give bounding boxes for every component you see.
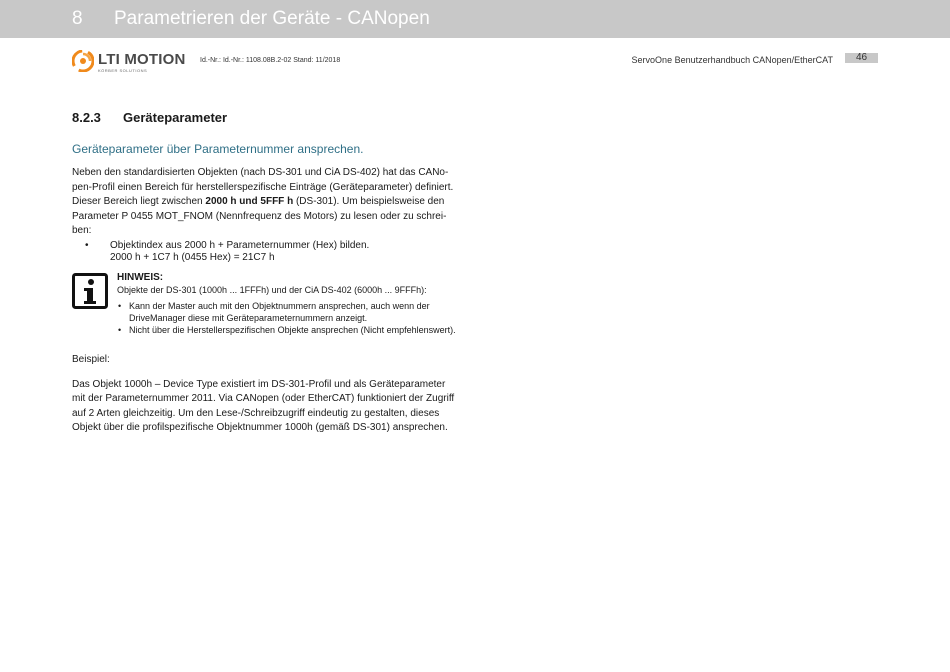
note-list-item: • Nicht über die Herstellerspezifischen Objekte ansprechen (Nicht empfehlenswert). <box>117 324 457 336</box>
logo-subtext: KÖRBER SOLUTIONS <box>98 68 148 73</box>
note-list-item: • Kann der Master auch mit den Objektnummern ansprechen, auch wenn der DriveManager diese mit Geräteparameternummern anzeigt. <box>117 300 457 324</box>
intro-bold-range: 2000 h und 5FFF h <box>205 196 294 207</box>
bullet-line-2: 2000 h + 1C7 h (0455 Hex) = 21C7 h <box>110 251 275 263</box>
section-heading <box>72 110 457 128</box>
logo-wordmark: LTI MOTION <box>98 51 186 68</box>
note-intro: Objekte der DS-301 (1000h ... 1FFFh) und der CiA DS-402 (6000h ... 9FFFh): <box>117 284 427 295</box>
page-number: 46 <box>845 53 878 63</box>
bullet-item <box>72 240 457 264</box>
manual-title: ServoOne Benutzerhandbuch CANopen/EtherCAT <box>631 55 833 65</box>
logo-swirl-icon <box>72 50 94 72</box>
note-box <box>72 272 457 352</box>
chapter-title: Parametrieren der Geräte - CANopen <box>114 8 430 29</box>
intro-text-1: Neben den standardisierten Objekten (nach DS-301 und CiA DS-402) hat das CANo- pen-Profil einen Bereich für herstellerspezifische Einträge (Geräteparameter) definiert. Dieser Bereich liegt zwischen <box>72 167 454 207</box>
note-title: HINWEIS: <box>117 271 164 283</box>
bullet-dot: • <box>85 239 89 251</box>
section-title: Geräteparameter <box>123 110 228 125</box>
info-icon <box>72 273 108 309</box>
example-paragraph: Das Objekt 1000h – Device Type existiert im DS-301-Profil und als Geräteparameter mit der Parameternummer 2011. Via CANopen (oder EtherCAT) funktioniert der Zugriff auf 2 Arten gleichzeitig. Um den Lese-/Schreibzugriff eindeutig zu gestalten, dieses Objekt über die profilspezifische Objektnummer 1000h (gemäß DS-301) ansprechen. <box>72 378 455 433</box>
bullet-line-1: Objektindex aus 2000 h + Parameternummer (Hex) bilden. <box>110 239 370 251</box>
main-content <box>72 110 457 436</box>
chapter-header-bar <box>0 0 950 38</box>
chapter-number: 8 <box>72 8 83 29</box>
intro-text-2: (DS-301). Um beispielsweise den Parameter P 0455 MOT_FNOM (Nennfrequenz des Motors) zu lesen oder zu schrei- ben: <box>72 196 447 236</box>
section-number: 8.2.3 <box>72 110 101 125</box>
example-label: Beispiel: <box>72 353 110 365</box>
document-id: Id.-Nr.: Id.-Nr.: 1108.08B.2-02 Stand: 11/2018 <box>200 57 341 64</box>
note-body <box>117 272 457 336</box>
subheading: Geräteparameter über Parameternummer ansprechen. <box>72 142 364 156</box>
intro-paragraph <box>72 166 457 239</box>
note-list <box>117 300 457 336</box>
